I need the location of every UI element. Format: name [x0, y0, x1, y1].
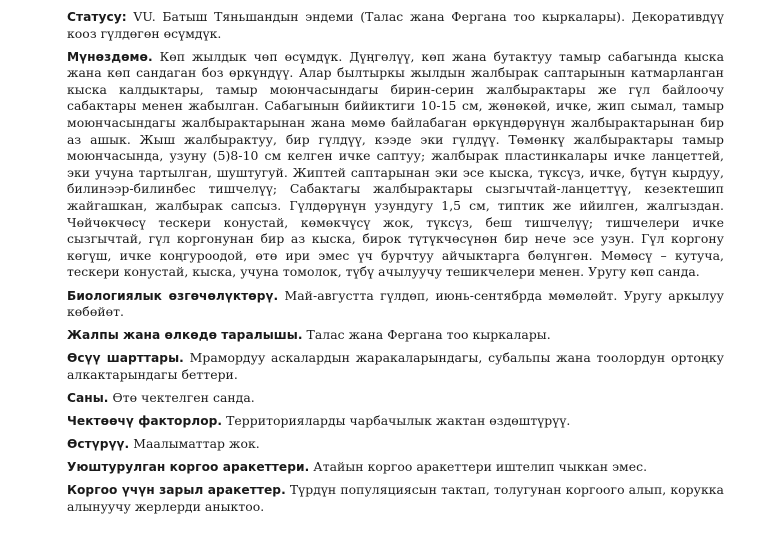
section-text: Көп жылдык чөп өсүмдүк. Дүңгөлүү, көп жана бутактуу тамыр сабагында кыска жана көп сандаган боз өркүндүү. Алар былтыркы жылдын жалбырак саптарынын катмарланган кыска калдыктары, тамыр моюнчасындагы бирин-серин жалбырактары же гүл байлоочу сабактары менен жабылган. Сабагынын бийиктиги 10-15 см, жөнөкөй, ичке, жип сымал, тамыр моюнчасындагы жалбырактарынан жана мөмө байлабаган өркүндөрүнүн жалбырактарынан бир аз ашык. Жыш жалбырактуу, бир гүлдүү, кээде эки гүлдүү. Төмөнкү жалбырактары тамыр моюнчасында, узуну (5)8-10 см келген ичке саптуу; жалбырак пластинкалары ичке ланцеттей, эки учуна тартылган, шуштугуй. Жиптей саптарынан эки эсе кыска, түксүз, ичке, бүтүн кырдуу, билинээр-билинбес тишчелүү; Сабактагы жалбырактары сызгычтай-ланцеттүү, кезектешип жайгашкан, жалбырак сапсыз. Гүлдөрүнүн узундугу 1,5 см, типтик же ийилген, жалгыздан. Чөйчөкчөсү тескери конустай, көмөкчүсү жок, түксүз, беш тишчелүү; тишчелери ичке сызгычтай, гүл коргонунан бир аз кыска, бирок түтүкчөсүнөн бир нече эсе узун. Гүл коргону көгүш, ичке коңгуроодой, өтө ири эмес үч бурчтуу айчыктарга бөлүнгөн. Мөмөсү – кутуча, тескери конустай, кыска, учуна томолок, түбү ачылуучу тешикчелери менен. Уругу көп санда. — [67, 48, 724, 280]
section-status — [67, 9, 724, 42]
section-text: Өтө чектелген санда. — [108, 389, 255, 405]
section-required-actions — [67, 482, 724, 515]
section-heading: Жалпы жана өлкөдө таралышы. — [67, 328, 303, 343]
section-text: Мрамордуу аскалардын жаракаларындагы, субальпы жана тоолордун ортоңку алкактарындагы беттери. — [67, 350, 724, 382]
section-heading: Чектөөчү факторлор. — [67, 414, 223, 429]
section-heading: Коргоо үчүн зарыл аракеттер. — [67, 483, 286, 498]
section-text: Май-августта гүлдөп, июнь-сентябрда мөмөлөйт. Уругу аркылуу көбөйөт. — [67, 287, 725, 320]
section-distribution — [67, 327, 724, 344]
section-cultivation — [67, 436, 724, 453]
section-text: Түрдүн популяциясын тактап, толугунан коргоого алып, корукка алынуучу жерлерди аныктоо. — [67, 482, 724, 514]
section-text: VU. Батыш Тяньшандын эндеми (Талас жана Фергана тоо кыркалары). Декоративдүү кооз гүлдөгөн өсүмдүк. — [67, 9, 724, 41]
section-text: Маалыматтар жок. — [129, 436, 260, 452]
section-limiting-factors — [67, 413, 724, 430]
section-heading: Өстүрүү. — [67, 437, 130, 452]
section-text: Талас жана Фергана тоо кыркалары. — [302, 327, 551, 343]
section-description — [67, 49, 724, 281]
section-biology — [67, 288, 724, 321]
section-text: Атайын коргоо аракеттери иштелип чыккан эмес. — [309, 459, 648, 475]
section-heading: Саны. — [67, 390, 109, 405]
section-habitat — [67, 350, 724, 383]
section-heading: Өсүү шарттары. — [67, 351, 184, 366]
section-heading: Уюштурулган коргоо аракеттери. — [67, 460, 310, 475]
section-heading: Мүнөздөмө. — [67, 49, 153, 64]
section-text: Территорияларды чарбачылык жактан өздөштүрүү. — [222, 413, 571, 429]
section-protection-measures — [67, 459, 724, 476]
section-abundance — [67, 390, 724, 407]
section-heading: Биологиялык өзгөчөлүктөрү. — [67, 288, 279, 303]
section-heading: Статусу: — [67, 10, 127, 24]
